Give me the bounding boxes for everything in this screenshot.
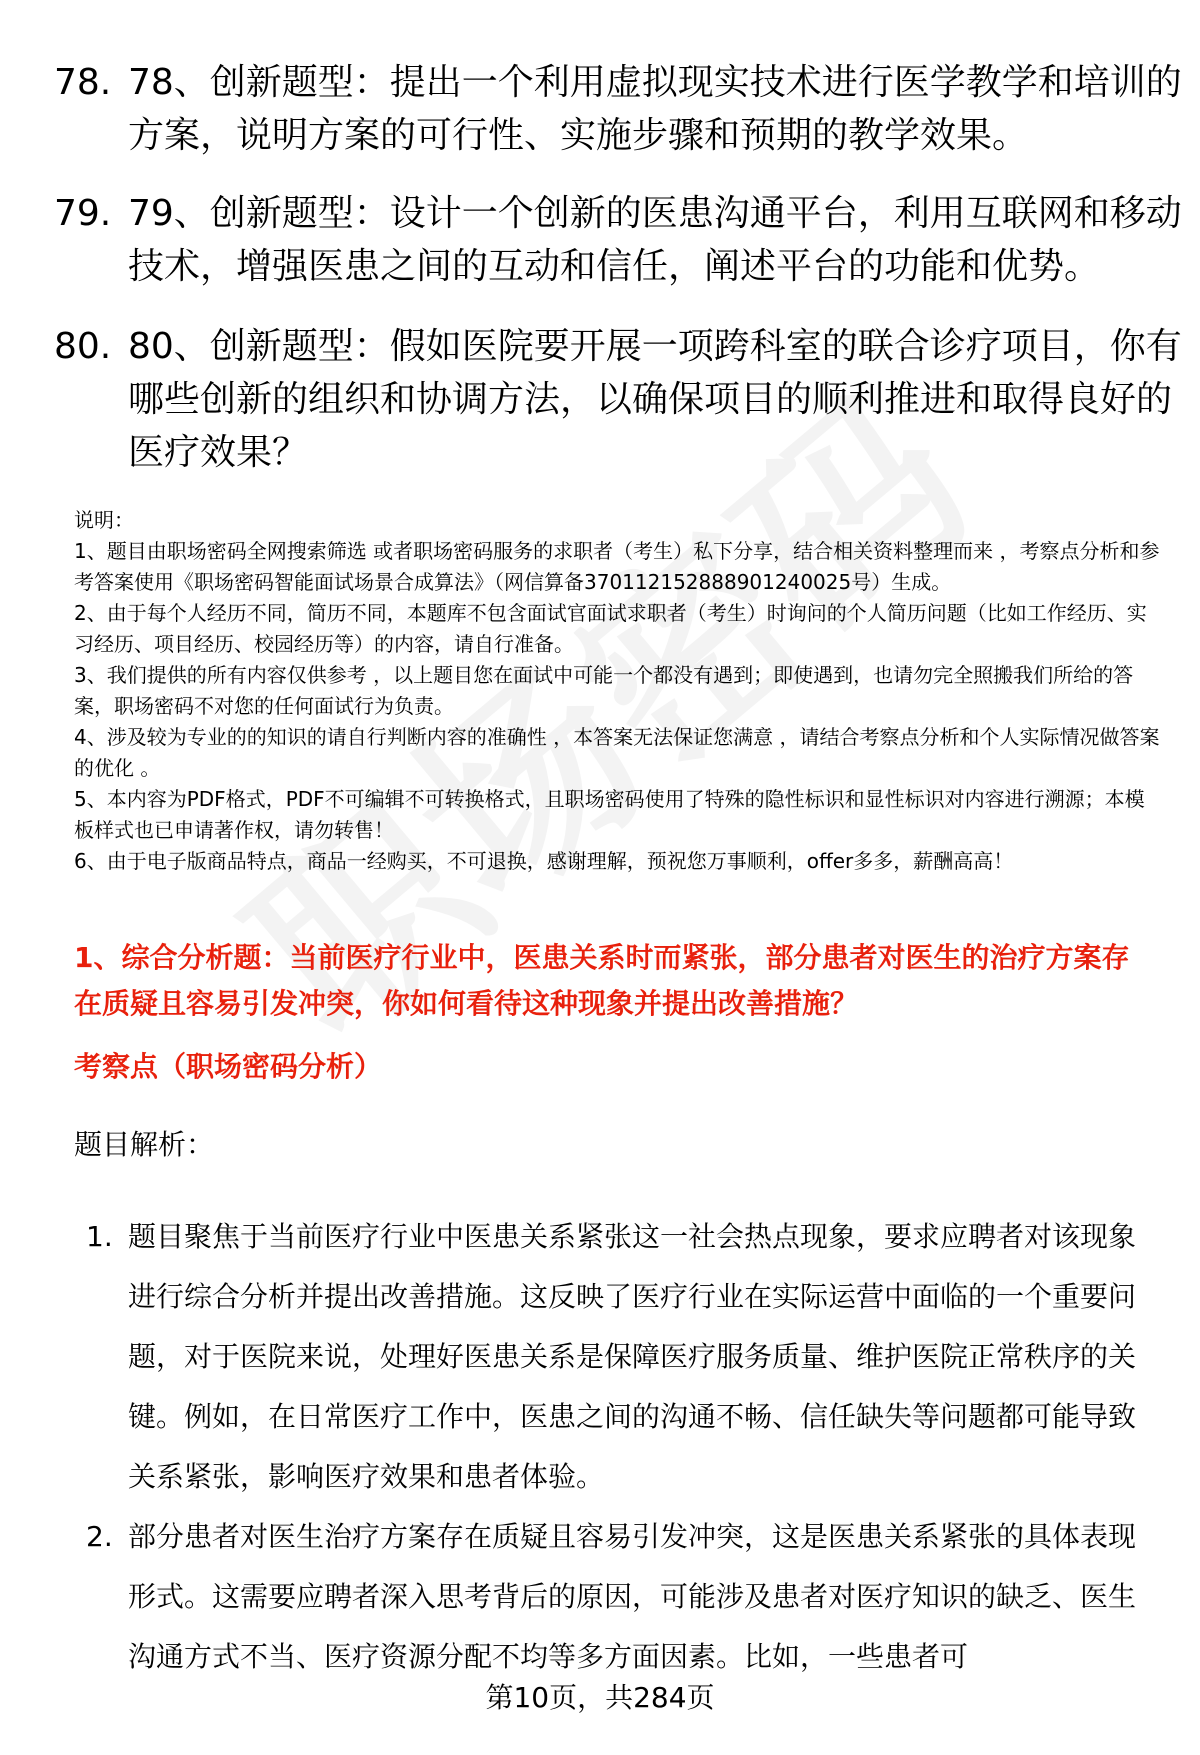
note-item: 6、由于电子版商品特点，商品一经购买，不可退换，感谢理解，预祝您万事顺利，offer多多，薪酬高高！ <box>74 849 1014 873</box>
question-number: 80. <box>54 326 112 367</box>
analysis-text: 题目聚焦于当前医疗行业中医患关系紧张这一社会热点现象，要求应聘者对该现象进行综合分析并提出改善措施。这反映了医疗行业在实际运营中面临的一个重要问题，对于医院来说，处理好医患关系是保障医疗服务质量、维护医院正常秩序的关键。例如，在日常医疗工作中，医患之间的沟通不畅、信任缺失等问题都可能导致关系紧张，影响医疗效果和患者体验。 <box>128 1220 1137 1493</box>
analysis-label: 题目解析： <box>74 1128 215 1161</box>
kaocha-title: 考察点（职场密码分析） <box>74 1050 383 1083</box>
note-item: 2、由于每个人经历不同，简历不同，本题库不包含面试官面试求职者（考生）时询问的个人简历问题（比如工作经历、实习经历、项目经历、校园经历等）的内容，请自行准备。 <box>74 601 1147 656</box>
note-item: 1、题目由职场密码全网搜索筛选 或者职场密码服务的求职者（考生）私下分享，结合相关资料整理而来 ，考察点分析和参考答案使用《职场密码智能面试场景合成算法》（网信算备370112152888901240025号）生成。 <box>74 539 1160 594</box>
notes-heading: 说明： <box>74 508 134 532</box>
notes-block <box>74 505 1164 877</box>
question-text: 80、创新题型：假如医院要开展一项跨科室的联合诊疗项目，你有哪些创新的组织和协调方法，以确保项目的顺利推进和取得良好的医疗效果？ <box>128 326 1182 473</box>
note-item: 4、涉及较为专业的的知识的请自行判断内容的准确性 ，本答案无法保证您满意 ，请结合考察点分析和个人实际情况做答案的优化 。 <box>74 725 1160 780</box>
question-text: 79、创新题型：设计一个创新的医患沟通平台，利用互联网和移动技术，增强医患之间的互动和信任，阐述平台的功能和优势。 <box>128 193 1182 287</box>
page-footer: 第10页，共284页 <box>485 1681 715 1714</box>
question-number: 79. <box>54 193 112 234</box>
analysis-number: 2. <box>86 1520 113 1553</box>
analysis-text: 部分患者对医生治疗方案存在质疑且容易引发冲突，这是医患关系紧张的具体表现形式。这需要应聘者深入思考背后的原因，可能涉及患者对医疗知识的缺乏、医生沟通方式不当、医疗资源分配不均等多方面因素。比如，一些患者可 <box>128 1520 1137 1673</box>
question-text: 78、创新题型：提出一个利用虚拟现实技术进行医学教学和培训的方案，说明方案的可行性、实施步骤和预期的教学效果。 <box>128 62 1182 156</box>
analysis-number: 1. <box>86 1220 113 1253</box>
note-item: 5、本内容为PDF格式，PDF不可编辑不可转换格式，且职场密码使用了特殊的隐性标识和显性标识对内容进行溯源；本模板样式也已申请著作权，请勿转售！ <box>74 787 1145 842</box>
note-item: 3、我们提供的所有内容仅供参考 ，以上题目您在面试中可能一个都没有遇到；即使遇到，也请勿完全照搬我们所给的答案，职场密码不对您的任何面试行为负责。 <box>74 663 1134 718</box>
question-number: 78. <box>54 62 112 103</box>
main-question-title: 1、综合分析题：当前医疗行业中，医患关系时而紧张，部分患者对医生的治疗方案存在质疑且容易引发冲突，你如何看待这种现象并提出改善措施？ <box>74 941 1130 1020</box>
